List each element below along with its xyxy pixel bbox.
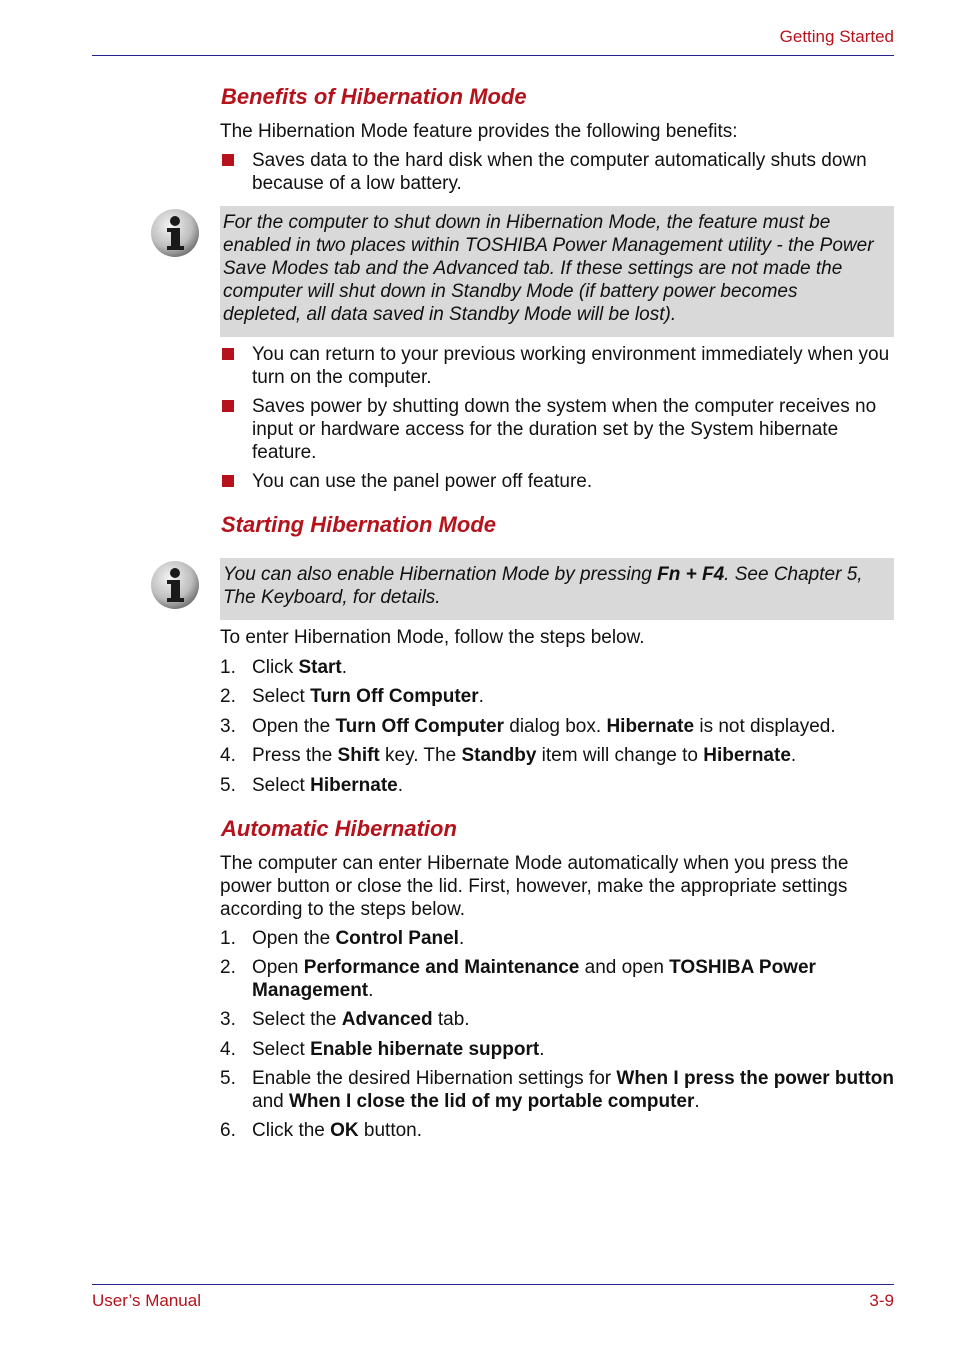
list-item bbox=[220, 395, 900, 464]
step-text: Select bbox=[252, 686, 311, 707]
note-text: You can also enable Hibernation Mode by pressing bbox=[223, 564, 658, 585]
step-item bbox=[220, 1119, 900, 1142]
step-bold: Hibernate bbox=[606, 716, 695, 737]
step-item bbox=[220, 1008, 900, 1031]
step-bold: OK bbox=[330, 1120, 359, 1141]
bullet-text: You can return to your previous working environment immediately when you turn on the computer. bbox=[252, 344, 890, 388]
step-bold: Shift bbox=[337, 745, 380, 766]
step-text: tab. bbox=[432, 1009, 470, 1030]
step-item bbox=[220, 715, 900, 738]
step-bold: When I press the power button bbox=[616, 1068, 895, 1089]
step-bold: When I close the lid of my portable computer bbox=[288, 1091, 695, 1112]
step-text: Open bbox=[252, 957, 304, 978]
note-keys: Fn + F4 bbox=[657, 564, 725, 585]
footer-manual-title: User’s Manual bbox=[92, 1291, 201, 1310]
step-number: 3. bbox=[220, 716, 236, 737]
bullet-square-icon bbox=[222, 348, 234, 360]
step-text: . bbox=[458, 928, 465, 949]
page-number: 3-9 bbox=[869, 1291, 894, 1310]
step-text: . bbox=[368, 980, 374, 1001]
step-number: 4. bbox=[220, 745, 236, 766]
bullet-text: You can use the panel power off feature. bbox=[252, 471, 593, 492]
step-text: dialog box. bbox=[503, 716, 607, 737]
step-text: and bbox=[252, 1091, 289, 1112]
automatic-intro: The computer can enter Hibernate Mode automatically when you press the power button or close the lid. First, however, make the appropriate settings according to the steps below. bbox=[220, 853, 849, 920]
note-box bbox=[220, 558, 894, 620]
step-text: Select bbox=[252, 1039, 311, 1060]
step-text: Open the bbox=[252, 716, 336, 737]
step-bold: Hibernate bbox=[310, 775, 398, 796]
step-bold: Enable hibernate support bbox=[310, 1039, 540, 1060]
bullet-text: Saves data to the hard disk when the computer automatically shuts down because of a low battery. bbox=[252, 150, 867, 194]
step-text: Select the bbox=[252, 1009, 342, 1030]
step-text: key. The bbox=[379, 745, 462, 766]
step-bold: Advanced bbox=[341, 1009, 433, 1030]
step-item bbox=[220, 1038, 900, 1061]
step-text: Select bbox=[252, 775, 311, 796]
step-number: 2. bbox=[220, 686, 236, 707]
running-header: Getting Started bbox=[779, 27, 894, 46]
step-number: 2. bbox=[220, 957, 236, 978]
step-bold: Turn Off Computer bbox=[310, 686, 479, 707]
step-number: 1. bbox=[220, 657, 236, 678]
bullet-square-icon bbox=[222, 475, 234, 487]
step-text: button. bbox=[358, 1120, 423, 1141]
step-text: . bbox=[478, 686, 484, 707]
step-number: 5. bbox=[220, 775, 236, 796]
list-item bbox=[220, 470, 900, 493]
heading-benefits: Benefits of Hibernation Mode bbox=[221, 84, 527, 109]
step-text: . bbox=[341, 657, 348, 678]
header-rule bbox=[92, 55, 894, 56]
step-text: Enable the desired Hibernation settings for bbox=[252, 1068, 617, 1089]
step-bold: Turn Off Computer bbox=[335, 716, 504, 737]
step-bold: TOSHIBA Power Management bbox=[252, 957, 816, 1001]
heading-starting: Starting Hibernation Mode bbox=[221, 512, 496, 537]
step-item bbox=[220, 774, 900, 797]
step-item bbox=[220, 927, 900, 950]
step-text: . bbox=[397, 775, 404, 796]
step-number: 3. bbox=[220, 1009, 236, 1030]
step-text: is not displayed. bbox=[694, 716, 836, 737]
step-text: Press the bbox=[252, 745, 338, 766]
step-text: Click the bbox=[252, 1120, 331, 1141]
step-bold: Performance and Maintenance bbox=[303, 957, 580, 978]
step-number: 1. bbox=[220, 928, 236, 949]
step-text: . bbox=[539, 1039, 545, 1060]
benefits-intro: The Hibernation Mode feature provides the following benefits: bbox=[220, 121, 738, 142]
info-icon bbox=[150, 208, 200, 258]
step-item bbox=[220, 685, 900, 708]
step-bold: Start bbox=[298, 657, 342, 678]
note-box: For the computer to shut down in Hibernation Mode, the feature must be enabled in two places within TOSHIBA Power Management utility - the Power Save Modes tab and the Advanced tab. If these settings are not made the computer will shut down in Standby Mode (if battery power becomes depleted, all data saved in Standby Mode will be lost). bbox=[220, 206, 894, 337]
step-text: . bbox=[694, 1091, 700, 1112]
step-text: Open the bbox=[252, 928, 336, 949]
step-number: 4. bbox=[220, 1039, 236, 1060]
bullet-square-icon bbox=[222, 154, 234, 166]
info-icon bbox=[150, 560, 200, 610]
bullet-text: Saves power by shutting down the system when the computer receives no input or hardware access for the duration set by the System hibernate feature. bbox=[252, 396, 877, 463]
step-number: 6. bbox=[220, 1120, 236, 1141]
step-item bbox=[220, 956, 900, 1002]
step-text: and open bbox=[579, 957, 670, 978]
step-bold: Hibernate bbox=[703, 745, 791, 766]
list-item bbox=[220, 149, 900, 195]
heading-automatic: Automatic Hibernation bbox=[221, 816, 457, 841]
bullet-square-icon bbox=[222, 400, 234, 412]
step-bold: Control Panel bbox=[335, 928, 459, 949]
step-item bbox=[220, 1067, 900, 1113]
step-item bbox=[220, 744, 900, 767]
step-text: . bbox=[790, 745, 797, 766]
step-item bbox=[220, 656, 900, 679]
step-text: item will change to bbox=[536, 745, 704, 766]
list-item bbox=[220, 343, 900, 389]
step-bold: Standby bbox=[461, 745, 537, 766]
step-number: 5. bbox=[220, 1068, 236, 1089]
note-text: . See Chapter 5, The Keyboard, for details. bbox=[223, 564, 863, 608]
starting-intro: To enter Hibernation Mode, follow the steps below. bbox=[220, 627, 645, 648]
footer-rule bbox=[92, 1284, 894, 1285]
step-text: Click bbox=[252, 657, 299, 678]
